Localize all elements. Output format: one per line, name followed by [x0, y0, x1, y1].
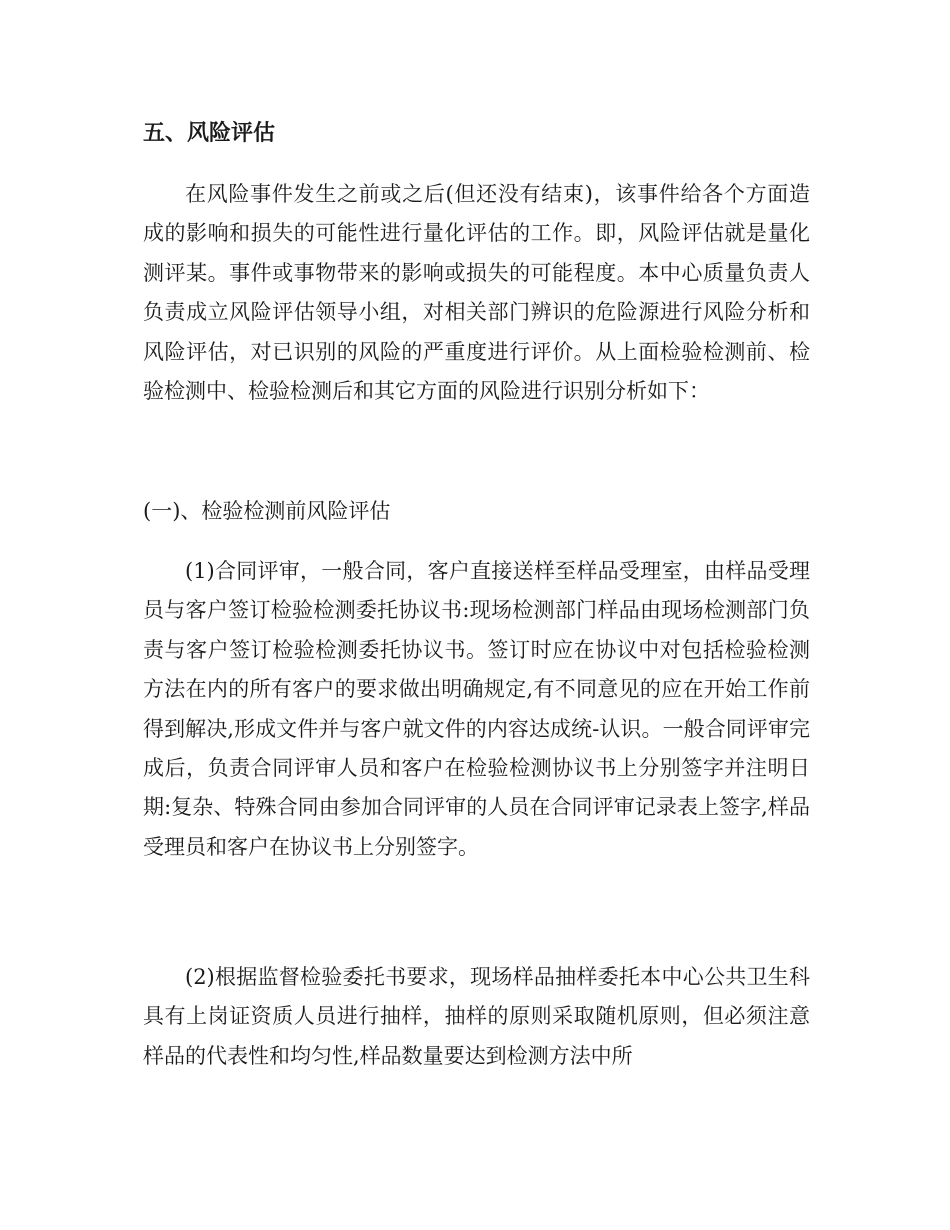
item-1-paragraph: (1)合同评审，一般合同，客户直接送样至样品受理室，由样品受理员与客户签订检验检测委托协议书:现场检测部门样品由现场检测部门负责与客户签订检验检测委托协议书。签订时应在协议中对包括检验检测方法在内的所有客户的要求做出明确规定,有不同意见的应在开始工作前得到解决,形成文件并与客户就文件的内容达成统-认识。一般合同评审完成后，负责合同评审人员和客户在检验检测协议书上分别签字并注明日期:复杂、特殊合同由参加合同评审的人员在合同评审记录表上签字,样品受理员和客户在协议书上分别签字。 — [143, 559, 810, 859]
section-heading: 五、风险评估 — [143, 121, 276, 146]
subsection-heading: (一)、检验检测前风险评估 — [143, 499, 391, 523]
intro-paragraph: 在风险事件发生之前或之后(但还没有结束)，该事件给各个方面造成的影响和损失的可能性进行量化评估的工作。即，风险评估就是量化测评某。事件或事物带来的影响或损失的可能程度。本中心质量负责人负责成立风险评估领导小组，对相关部门辨识的危险源进行风险分析和风险评估，对已识别的风险的严重度进行评价。从上面检验检测前、检验检测中、检验检测后和其它方面的风险进行识别分析如下： — [143, 182, 810, 404]
item-2-paragraph: (2)根据监督检验委托书要求，现场样品抽样委托本中心公共卫生科具有上岗证资质人员进行抽样，抽样的原则采取随机原则，但必须注意样品的代表性和均匀性,样品数量要达到检测方法中所 — [143, 965, 810, 1068]
